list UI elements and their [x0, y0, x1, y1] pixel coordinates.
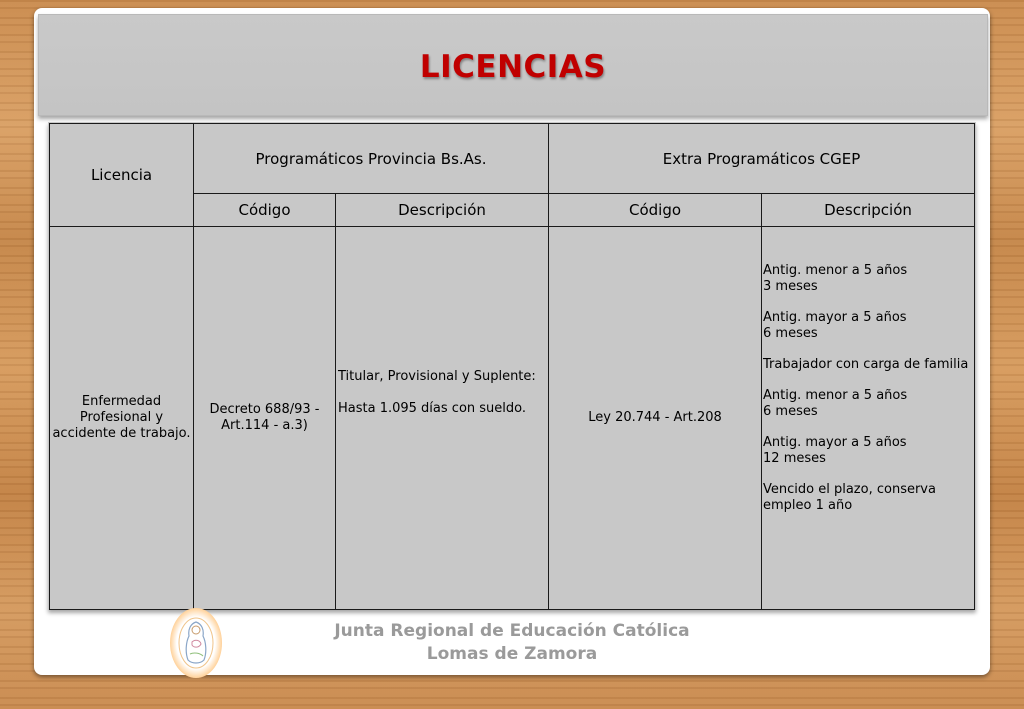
header-group-cgep: Extra Programáticos CGEP	[549, 124, 975, 194]
cell-descripcion-cgep	[762, 227, 975, 610]
descripcion-cgep-item	[763, 263, 974, 295]
footer-location: Lomas de Zamora	[426, 644, 598, 664]
header-descripcion-provincia: Descripción	[336, 194, 549, 227]
codigo-provincia-text: Decreto 688/93 - Art.114 - a.3)	[209, 402, 320, 433]
descripcion-cgep-line: Antig. menor a 5 años	[763, 262, 908, 278]
descripcion-cgep-line: empleo 1 año	[763, 497, 853, 513]
descripcion-cgep-line: Antig. mayor a 5 años	[763, 309, 907, 325]
descripcion-cgep-line: Antig. mayor a 5 años	[763, 434, 907, 450]
header-licencia: Licencia	[50, 124, 194, 227]
cell-licencia	[50, 227, 194, 610]
descripcion-cgep-item	[763, 435, 974, 467]
header-group-provincia: Programáticos Provincia Bs.As.	[194, 124, 549, 194]
footer-organization: Junta Regional de Educación Católica	[334, 621, 690, 641]
cell-descripcion-provincia	[336, 227, 549, 610]
table-row	[50, 227, 975, 610]
descripcion-cgep-line: 3 meses	[763, 278, 818, 294]
header-descripcion-cgep: Descripción	[762, 194, 975, 227]
descripcion-provincia-line: Titular, Provisional y Suplente:	[338, 369, 536, 384]
descripcion-cgep-line: 6 meses	[763, 325, 818, 341]
virgin-and-child-emblem-icon	[170, 608, 222, 678]
descripcion-cgep-item	[763, 482, 974, 514]
descripcion-cgep-item	[763, 388, 974, 420]
header-row-1	[50, 124, 975, 194]
cell-codigo-provincia	[194, 227, 336, 610]
title-bar	[38, 14, 988, 116]
licencia-text: Enfermedad Profesional y accidente de trabajo.	[52, 394, 191, 441]
descripcion-cgep-line: Antig. menor a 5 años	[763, 387, 908, 403]
descripcion-cgep-line: 12 meses	[763, 450, 826, 466]
cell-codigo-cgep	[549, 227, 762, 610]
descripcion-cgep-line: Vencido el plazo, conserva	[763, 481, 936, 497]
descripcion-cgep-line: 6 meses	[763, 403, 818, 419]
emblem-drawing	[170, 608, 222, 678]
header-codigo-provincia: Código	[194, 194, 336, 227]
licencias-table	[49, 123, 975, 610]
header-codigo-cgep: Código	[549, 194, 762, 227]
page-title: LICENCIAS	[419, 49, 607, 85]
descripcion-provincia-line: Hasta 1.095 días con sueldo.	[338, 401, 526, 416]
descripcion-cgep-item	[763, 357, 974, 373]
descripcion-cgep-item	[763, 310, 974, 342]
codigo-cgep-text: Ley 20.744 - Art.208	[588, 410, 722, 425]
descripcion-cgep-line: Trabajador con carga de familia	[763, 356, 969, 372]
